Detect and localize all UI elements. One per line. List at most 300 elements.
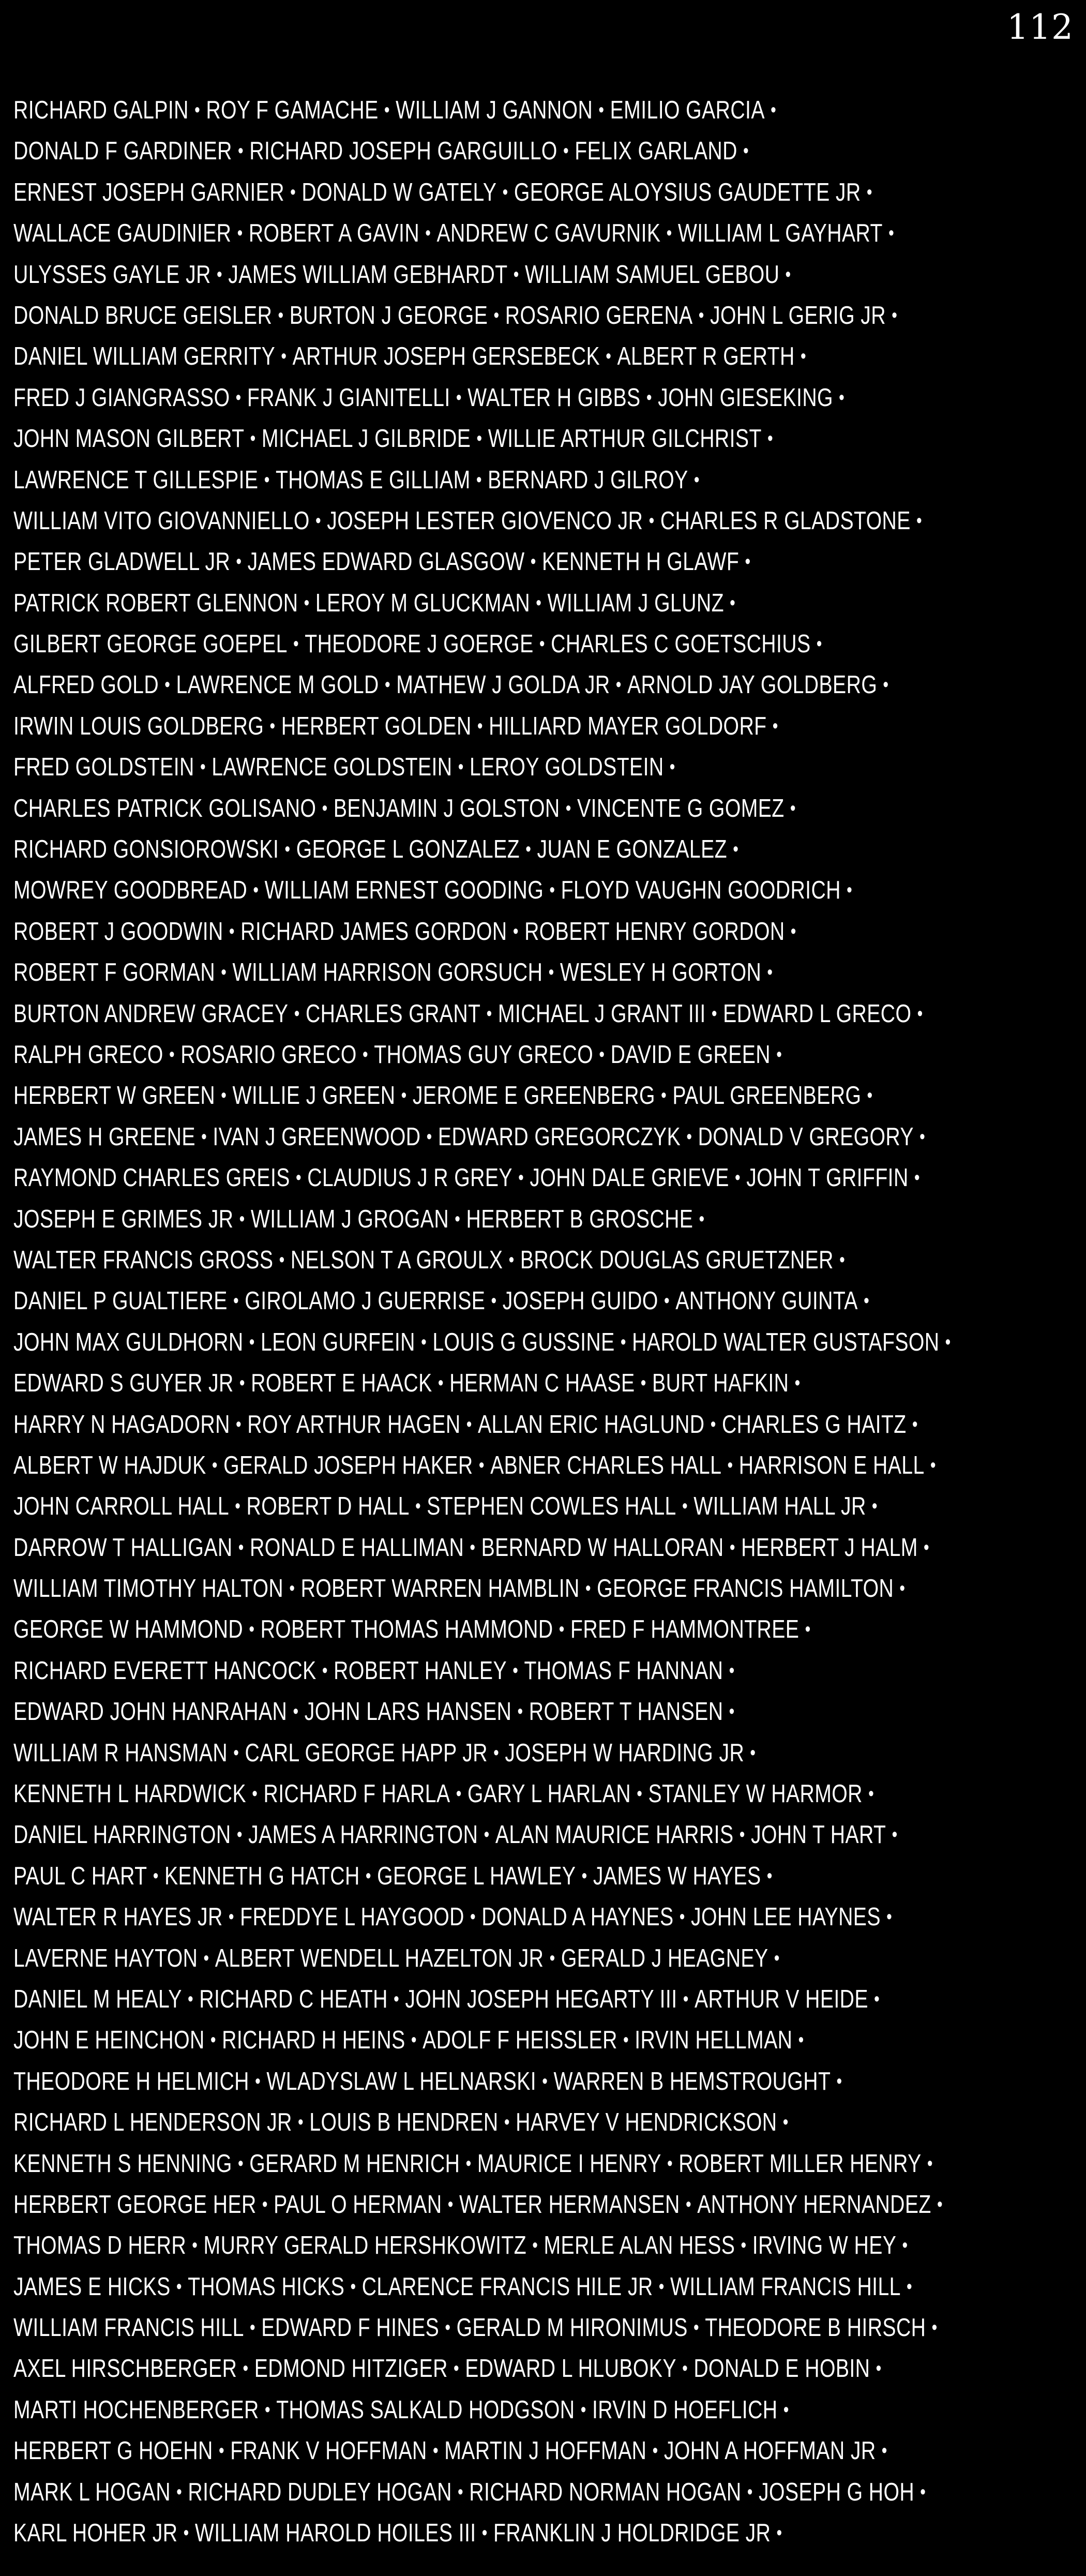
separator-bullet: • bbox=[542, 2070, 548, 2092]
name-entry: ROBERT T HANSEN bbox=[529, 1698, 723, 1726]
separator-bullet: • bbox=[322, 797, 328, 819]
separator-bullet: • bbox=[322, 1659, 328, 1682]
name-entry: EDWARD L HLUBOKY bbox=[465, 2355, 676, 2383]
name-entry: FLOYD VAUGHN GOODRICH bbox=[561, 876, 841, 905]
name-entry: EDMOND HITZIGER bbox=[254, 2355, 448, 2383]
separator-bullet: • bbox=[864, 1290, 870, 1312]
separator-bullet: • bbox=[458, 756, 464, 778]
name-entry: RICHARD EVERETT HANCOCK bbox=[13, 1656, 316, 1685]
separator-bullet: • bbox=[886, 1906, 893, 1928]
name-entry: GEORGE ALOYSIUS GAUDETTE JR bbox=[514, 178, 861, 206]
name-entry: ANTHONY HERNANDEZ bbox=[697, 2190, 931, 2219]
separator-bullet: • bbox=[774, 1947, 780, 1969]
name-entry: JAMES EDWARD GLASGOW bbox=[247, 548, 525, 576]
separator-bullet: • bbox=[297, 2111, 304, 2134]
separator-bullet: • bbox=[888, 222, 895, 245]
name-entry: CHARLES C GOETSCHIUS bbox=[551, 630, 811, 658]
separator-bullet: • bbox=[606, 346, 612, 368]
name-line bbox=[13, 1075, 873, 1116]
separator-bullet: • bbox=[239, 1372, 245, 1395]
separator-bullet: • bbox=[255, 2070, 261, 2092]
name-entry: JAMES H GREENE bbox=[13, 1122, 195, 1151]
name-line bbox=[13, 2390, 866, 2431]
name-entry: FRED J GIANGRASSO bbox=[13, 383, 230, 412]
separator-bullet: • bbox=[350, 2275, 356, 2298]
separator-bullet: • bbox=[281, 346, 287, 368]
separator-bullet: • bbox=[278, 304, 284, 326]
name-entry: WILLIAM FRANCIS HILL bbox=[13, 2314, 244, 2342]
separator-bullet: • bbox=[920, 2481, 926, 2503]
separator-bullet: • bbox=[615, 674, 622, 696]
name-line bbox=[13, 295, 898, 336]
name-entry: JOHN GIESEKING bbox=[658, 383, 833, 412]
name-entry: ROBERT MILLER HENRY bbox=[678, 2149, 922, 2178]
name-line bbox=[13, 2020, 866, 2061]
separator-bullet: • bbox=[771, 99, 777, 121]
separator-bullet: • bbox=[210, 2029, 216, 2051]
name-entry: IRWIN LOUIS GOLDBERG bbox=[13, 712, 264, 740]
name-entry: DONALD V GREGORY bbox=[698, 1122, 914, 1151]
separator-bullet: • bbox=[800, 346, 806, 368]
separator-bullet: • bbox=[233, 1290, 239, 1312]
name-line bbox=[13, 1609, 866, 1650]
separator-bullet: • bbox=[264, 2399, 270, 2421]
name-entry: CHARLES G HAITZ bbox=[721, 1410, 907, 1439]
separator-bullet: • bbox=[866, 181, 872, 203]
separator-bullet: • bbox=[491, 1290, 497, 1312]
separator-bullet: • bbox=[217, 263, 223, 286]
name-entry: THOMAS F HANNAN bbox=[524, 1656, 723, 1685]
name-entry: WILLIE ARTHUR GILCHRIST bbox=[488, 425, 762, 453]
name-entry: LOUIS G GUSSINE bbox=[432, 1328, 615, 1356]
page-number: 112 bbox=[1007, 7, 1074, 47]
separator-bullet: • bbox=[892, 1824, 898, 1846]
name-line bbox=[13, 1363, 866, 1404]
name-entry: ROBERT D HALL bbox=[246, 1492, 410, 1521]
separator-bullet: • bbox=[228, 1906, 234, 1928]
name-entry: GIROLAMO J GUERRISE bbox=[245, 1287, 486, 1315]
name-line bbox=[13, 1240, 866, 1281]
name-entry: RICHARD GONSIOROWSKI bbox=[13, 835, 279, 864]
separator-bullet: • bbox=[565, 797, 571, 819]
separator-bullet: • bbox=[598, 99, 605, 121]
separator-bullet: • bbox=[729, 1701, 735, 1723]
separator-bullet: • bbox=[539, 633, 545, 655]
name-entry: AXEL HIRSCHBERGER bbox=[13, 2355, 237, 2383]
separator-bullet: • bbox=[164, 674, 171, 696]
name-entry: HERBERT G HOEHN bbox=[13, 2437, 213, 2465]
name-entry: ULYSSES GAYLE JR bbox=[13, 260, 211, 289]
separator-bullet: • bbox=[153, 1865, 159, 1887]
name-entry: ARTHUR JOSEPH GERSEBECK bbox=[292, 342, 600, 371]
separator-bullet: • bbox=[470, 1536, 476, 1559]
name-line bbox=[13, 1117, 926, 1158]
separator-bullet: • bbox=[456, 386, 462, 409]
name-entry: HAROLD WALTER GUSTAFSON bbox=[632, 1328, 940, 1356]
name-entry: HERBERT GOLDEN bbox=[281, 712, 472, 740]
name-entry: EDWARD L GRECO bbox=[723, 999, 912, 1028]
name-entry: WILLIAM HALL JR bbox=[693, 1492, 866, 1521]
separator-bullet: • bbox=[548, 962, 554, 984]
name-entry: JAMES W HAYES bbox=[593, 1862, 761, 1890]
name-entry: LAWRENCE GOLDSTEIN bbox=[212, 753, 452, 782]
separator-bullet: • bbox=[927, 2152, 933, 2175]
separator-bullet: • bbox=[493, 304, 500, 326]
name-entry: WLADYSLAW L HELNARSKI bbox=[266, 2067, 537, 2095]
name-line bbox=[13, 1897, 893, 1938]
name-entry: JOHN T HART bbox=[750, 1821, 886, 1849]
name-line bbox=[13, 1733, 866, 1774]
separator-bullet: • bbox=[289, 1578, 295, 1600]
name-line bbox=[13, 1404, 918, 1445]
separator-bullet: • bbox=[776, 1043, 782, 1066]
separator-bullet: • bbox=[466, 1413, 472, 1435]
separator-bullet: • bbox=[790, 920, 796, 942]
name-entry: WILLIAM HARRISON GORSUCH bbox=[232, 958, 543, 987]
name-entry: JOSEPH E GRIMES JR bbox=[13, 1205, 234, 1233]
name-line bbox=[13, 501, 923, 542]
separator-bullet: • bbox=[425, 222, 431, 245]
separator-bullet: • bbox=[262, 2193, 268, 2215]
name-entry: ANDREW C GAVURNIK bbox=[436, 219, 661, 248]
name-entry: JOHN LEE HAYNES bbox=[690, 1903, 881, 1931]
name-entry: GARY L HARLAN bbox=[467, 1780, 631, 1808]
name-line bbox=[13, 583, 866, 624]
name-entry: EDWARD JOHN HANRAHAN bbox=[13, 1698, 288, 1726]
separator-bullet: • bbox=[478, 1454, 485, 1476]
separator-bullet: • bbox=[530, 551, 536, 573]
name-entry: MOWREY GOODBREAD bbox=[13, 876, 248, 905]
separator-bullet: • bbox=[945, 1331, 951, 1353]
separator-bullet: • bbox=[750, 1742, 756, 1764]
name-entry: BERNARD W HALLORAN bbox=[481, 1533, 724, 1562]
separator-bullet: • bbox=[686, 1126, 692, 1148]
separator-bullet: • bbox=[693, 469, 700, 491]
name-line bbox=[13, 542, 866, 582]
name-entry: DANIEL HARRINGTON bbox=[13, 1821, 231, 1849]
separator-bullet: • bbox=[682, 2358, 688, 2380]
separator-bullet: • bbox=[235, 1495, 241, 1518]
name-entry: ALAN MAURICE HARRIS bbox=[495, 1821, 734, 1849]
separator-bullet: • bbox=[455, 1208, 461, 1230]
separator-bullet: • bbox=[438, 1372, 444, 1395]
name-entry: KARL HOHER JR bbox=[13, 2519, 178, 2548]
separator-bullet: • bbox=[236, 551, 242, 573]
separator-bullet: • bbox=[169, 1043, 175, 1066]
separator-bullet: • bbox=[667, 2152, 673, 2175]
name-entry: ROBERT J GOODWIN bbox=[13, 917, 223, 946]
separator-bullet: • bbox=[235, 386, 242, 409]
separator-bullet: • bbox=[221, 1085, 227, 1107]
separator-bullet: • bbox=[563, 140, 569, 162]
separator-bullet: • bbox=[930, 1454, 936, 1476]
name-line bbox=[13, 1281, 870, 1322]
separator-bullet: • bbox=[502, 181, 508, 203]
name-entry: GEORGE FRANCIS HAMILTON bbox=[597, 1575, 894, 1603]
name-entry: PAUL O HERMAN bbox=[274, 2190, 442, 2219]
name-entry: ROBERT HANLEY bbox=[334, 1656, 507, 1685]
name-entry: MICHAEL J GRANT III bbox=[497, 999, 706, 1028]
name-entry: WILLIAM J GROGAN bbox=[250, 1205, 449, 1233]
name-entry: FELIX GARLAND bbox=[575, 137, 737, 166]
separator-bullet: • bbox=[729, 1536, 735, 1559]
name-entry: PETER GLADWELL JR bbox=[13, 548, 231, 576]
name-entry: HERBERT B GROSCHE bbox=[466, 1205, 693, 1233]
name-entry: THEODORE B HIRSCH bbox=[705, 2314, 926, 2342]
separator-bullet: • bbox=[212, 1454, 218, 1476]
separator-bullet: • bbox=[914, 1167, 920, 1189]
name-entry: WILLIAM TIMOTHY HALTON bbox=[13, 1575, 284, 1603]
name-entry: DAVID E GREEN bbox=[610, 1040, 771, 1069]
separator-bullet: • bbox=[236, 1413, 242, 1435]
separator-bullet: • bbox=[559, 1619, 565, 1641]
separator-bullet: • bbox=[805, 1619, 811, 1641]
separator-bullet: • bbox=[917, 1002, 923, 1025]
name-entry: RICHARD L HENDERSON JR bbox=[13, 2108, 292, 2137]
separator-bullet: • bbox=[426, 1126, 432, 1148]
name-entry: IVAN J GREENWOOD bbox=[213, 1122, 421, 1151]
name-entry: FREDDYE L HAYGOOD bbox=[240, 1903, 464, 1931]
name-entry: MARK L HOGAN bbox=[13, 2478, 171, 2506]
name-line bbox=[13, 460, 866, 501]
separator-bullet: • bbox=[293, 1701, 299, 1723]
separator-bullet: • bbox=[733, 838, 739, 861]
separator-bullet: • bbox=[648, 510, 655, 532]
separator-bullet: • bbox=[517, 1701, 523, 1723]
name-line bbox=[13, 213, 895, 254]
name-entry: GILBERT GEORGE GOEPEL bbox=[13, 630, 288, 658]
name-entry: RICHARD JOSEPH GARGUILLO bbox=[249, 137, 557, 166]
name-entry: RICHARD GALPIN bbox=[13, 96, 189, 124]
separator-bullet: • bbox=[783, 2399, 789, 2421]
separator-bullet: • bbox=[218, 2440, 224, 2462]
name-entry: DONALD F GARDINER bbox=[13, 137, 232, 166]
name-entry: ROY F GAMACHE bbox=[206, 96, 379, 124]
name-entry: HARRISON E HALL bbox=[738, 1451, 925, 1479]
name-line bbox=[13, 418, 866, 459]
separator-bullet: • bbox=[238, 140, 244, 162]
separator-bullet: • bbox=[698, 304, 704, 326]
name-entry: JAMES A HARRINGTON bbox=[248, 1821, 478, 1849]
name-line bbox=[13, 1856, 866, 1897]
name-entry: GERARD M HENRICH bbox=[249, 2149, 460, 2178]
name-entry: HERBERT W GREEN bbox=[13, 1082, 216, 1110]
separator-bullet: • bbox=[585, 1578, 591, 1600]
name-entry: KENNETH G HATCH bbox=[164, 1862, 360, 1890]
separator-bullet: • bbox=[580, 2399, 586, 2421]
separator-bullet: • bbox=[623, 2029, 629, 2051]
name-entry: WALTER H GIBBS bbox=[467, 383, 641, 412]
name-entry: CHARLES GRANT bbox=[305, 999, 481, 1028]
separator-bullet: • bbox=[883, 674, 889, 696]
name-entry: EDWARD F HINES bbox=[261, 2314, 440, 2342]
separator-bullet: • bbox=[931, 2317, 938, 2339]
name-entry: MURRY GERALD HERSHKOWITZ bbox=[203, 2231, 527, 2260]
name-entry: FRANK V HOFFMAN bbox=[230, 2437, 427, 2465]
name-entry: HARVEY V HENDRICKSON bbox=[516, 2108, 777, 2137]
separator-bullet: • bbox=[504, 2111, 510, 2134]
name-entry: LEON GURFEIN bbox=[261, 1328, 415, 1356]
name-entry: WILLIAM VITO GIOVANNIELLO bbox=[13, 506, 310, 535]
separator-bullet: • bbox=[874, 1988, 880, 2010]
separator-bullet: • bbox=[250, 2317, 256, 2339]
separator-bullet: • bbox=[203, 1947, 209, 1969]
separator-bullet: • bbox=[640, 1372, 646, 1395]
name-line bbox=[13, 254, 866, 295]
name-entry: JOHN CARROLL HALL bbox=[13, 1492, 230, 1521]
name-entry: KENNETH L HARDWICK bbox=[13, 1780, 247, 1808]
separator-bullet: • bbox=[729, 1659, 735, 1682]
separator-bullet: • bbox=[741, 2235, 747, 2257]
name-entry: MARTI HOCHENBERGER bbox=[13, 2395, 259, 2424]
name-line bbox=[13, 788, 866, 829]
separator-bullet: • bbox=[233, 1742, 239, 1764]
name-entry: PAUL GREENBERG bbox=[672, 1082, 862, 1110]
name-line bbox=[13, 2184, 943, 2225]
separator-bullet: • bbox=[907, 2275, 913, 2298]
separator-bullet: • bbox=[747, 2481, 753, 2503]
separator-bullet: • bbox=[727, 1454, 733, 1476]
name-entry: WILLIAM R HANSMAN bbox=[13, 1739, 228, 1767]
separator-bullet: • bbox=[743, 140, 749, 162]
separator-bullet: • bbox=[699, 1208, 705, 1230]
name-line bbox=[13, 2472, 926, 2513]
name-entry: JOHN DALE GRIEVE bbox=[530, 1164, 729, 1192]
separator-bullet: • bbox=[839, 1249, 846, 1271]
separator-bullet: • bbox=[201, 1126, 207, 1148]
separator-bullet: • bbox=[200, 756, 206, 778]
name-entry: LAWRENCE M GOLD bbox=[176, 671, 379, 699]
name-entry: DONALD BRUCE GEISLER bbox=[13, 301, 273, 330]
name-entry: THOMAS GUY GRECO bbox=[374, 1040, 594, 1069]
name-entry: HARRY N HAGADORN bbox=[13, 1410, 230, 1439]
separator-bullet: • bbox=[465, 2152, 472, 2175]
separator-bullet: • bbox=[295, 1167, 302, 1189]
name-entry: JOHN L GERIG JR bbox=[710, 301, 886, 330]
separator-bullet: • bbox=[767, 962, 773, 984]
separator-bullet: • bbox=[637, 1783, 643, 1805]
name-entry: JOSEPH W HARDING JR bbox=[505, 1739, 745, 1767]
name-entry: RICHARD F HARLA bbox=[263, 1780, 450, 1808]
separator-bullet: • bbox=[243, 2358, 249, 2380]
name-entry: RICHARD NORMAN HOGAN bbox=[469, 2478, 742, 2506]
separator-bullet: • bbox=[445, 2317, 451, 2339]
name-entry: WILLIAM FRANCIS HILL bbox=[670, 2272, 901, 2301]
separator-bullet: • bbox=[924, 1536, 930, 1559]
name-entry: JOHN LARS HANSEN bbox=[304, 1698, 512, 1726]
name-line bbox=[13, 1691, 866, 1732]
separator-bullet: • bbox=[730, 592, 736, 614]
name-entry: THEODORE J GOERGE bbox=[305, 630, 534, 658]
name-entry: JOHN MAX GULDHORN bbox=[13, 1328, 244, 1356]
separator-bullet: • bbox=[767, 428, 774, 450]
name-entry: BROCK DOUGLAS GRUETZNER bbox=[520, 1246, 834, 1274]
separator-bullet: • bbox=[470, 1906, 476, 1928]
name-entry: IRVIN HELLMAN bbox=[635, 2026, 793, 2055]
name-entry: HERMAN C HAASE bbox=[449, 1369, 635, 1398]
name-entry: DANIEL M HEALY bbox=[13, 1985, 182, 2013]
separator-bullet: • bbox=[513, 263, 519, 286]
name-line bbox=[13, 952, 866, 993]
separator-bullet: • bbox=[782, 2111, 789, 2134]
name-entry: ALBERT R GERTH bbox=[617, 342, 795, 371]
separator-bullet: • bbox=[315, 510, 321, 532]
name-entry: JOHN E HEINCHON bbox=[13, 2026, 205, 2055]
name-entry: RALPH GRECO bbox=[13, 1040, 163, 1069]
name-line bbox=[13, 829, 866, 870]
name-entry: ROSARIO GERENA bbox=[505, 301, 693, 330]
separator-bullet: • bbox=[868, 1783, 874, 1805]
name-line bbox=[13, 994, 923, 1035]
separator-bullet: • bbox=[652, 2440, 658, 2462]
separator-bullet: • bbox=[250, 428, 256, 450]
name-entry: WILLIAM SAMUEL GEBOU bbox=[525, 260, 780, 289]
name-entry: NELSON T A GROULX bbox=[290, 1246, 503, 1274]
name-entry: ROSARIO GRECO bbox=[180, 1040, 357, 1069]
name-line bbox=[13, 2267, 913, 2308]
separator-bullet: • bbox=[512, 1659, 519, 1682]
name-entry: GEORGE L HAWLEY bbox=[377, 1862, 576, 1890]
separator-bullet: • bbox=[508, 1249, 515, 1271]
separator-bullet: • bbox=[238, 2152, 244, 2175]
separator-bullet: • bbox=[493, 1742, 500, 1764]
name-entry: FRED GOLDSTEIN bbox=[13, 753, 194, 782]
separator-bullet: • bbox=[512, 920, 519, 942]
name-line bbox=[13, 747, 866, 788]
name-entry: ARTHUR V HEIDE bbox=[694, 1985, 868, 2013]
separator-bullet: • bbox=[294, 1002, 300, 1025]
separator-bullet: • bbox=[679, 1906, 685, 1928]
name-entry: STANLEY W HARMOR bbox=[648, 1780, 863, 1808]
separator-bullet: • bbox=[221, 962, 227, 984]
separator-bullet: • bbox=[745, 551, 751, 573]
separator-bullet: • bbox=[666, 222, 672, 245]
separator-bullet: • bbox=[599, 1043, 605, 1066]
name-entry: CLAUDIUS J R GREY bbox=[307, 1164, 512, 1192]
name-entry: JEROME E GREENBERG bbox=[412, 1082, 655, 1110]
name-entry: ADOLF F HEISSLER bbox=[423, 2026, 617, 2055]
name-line bbox=[13, 172, 872, 213]
name-entry: ARNOLD JAY GOLDBERG bbox=[627, 671, 878, 699]
name-entry: MAURICE I HENRY bbox=[477, 2149, 661, 2178]
separator-bullet: • bbox=[447, 2193, 454, 2215]
name-entry: LEROY M GLUCKMAN bbox=[315, 589, 531, 617]
name-line bbox=[13, 665, 889, 706]
name-entry: WALTER FRANCIS GROSS bbox=[13, 1246, 274, 1274]
name-line bbox=[13, 1199, 866, 1240]
name-line bbox=[13, 2061, 866, 2102]
name-entry: WALTER HERMANSEN bbox=[459, 2190, 680, 2219]
name-entry: ROBERT HENRY GORDON bbox=[524, 917, 785, 946]
separator-bullet: • bbox=[669, 756, 675, 778]
name-entry: CARL GEORGE HAPP JR bbox=[245, 1739, 488, 1767]
name-entry: PATRICK ROBERT GLENNON bbox=[13, 589, 298, 617]
name-entry: LOUIS B HENDREN bbox=[309, 2108, 499, 2137]
separator-bullet: • bbox=[525, 838, 532, 861]
separator-bullet: • bbox=[549, 1947, 555, 1969]
separator-bullet: • bbox=[867, 1085, 873, 1107]
name-entry: LAVERNE HAYTON bbox=[13, 1944, 198, 1972]
name-entry: WILLIAM L GAYHART bbox=[677, 219, 883, 248]
separator-bullet: • bbox=[264, 469, 270, 491]
name-entry: RONALD E HALLIMAN bbox=[250, 1533, 464, 1562]
separator-bullet: • bbox=[229, 920, 235, 942]
name-entry: CLARENCE FRANCIS HILE JR bbox=[361, 2272, 653, 2301]
name-line bbox=[13, 1815, 898, 1855]
separator-bullet: • bbox=[899, 1578, 906, 1600]
name-entry: ALBERT WENDELL HAZELTON JR bbox=[215, 1944, 544, 1972]
separator-bullet: • bbox=[658, 2275, 665, 2298]
